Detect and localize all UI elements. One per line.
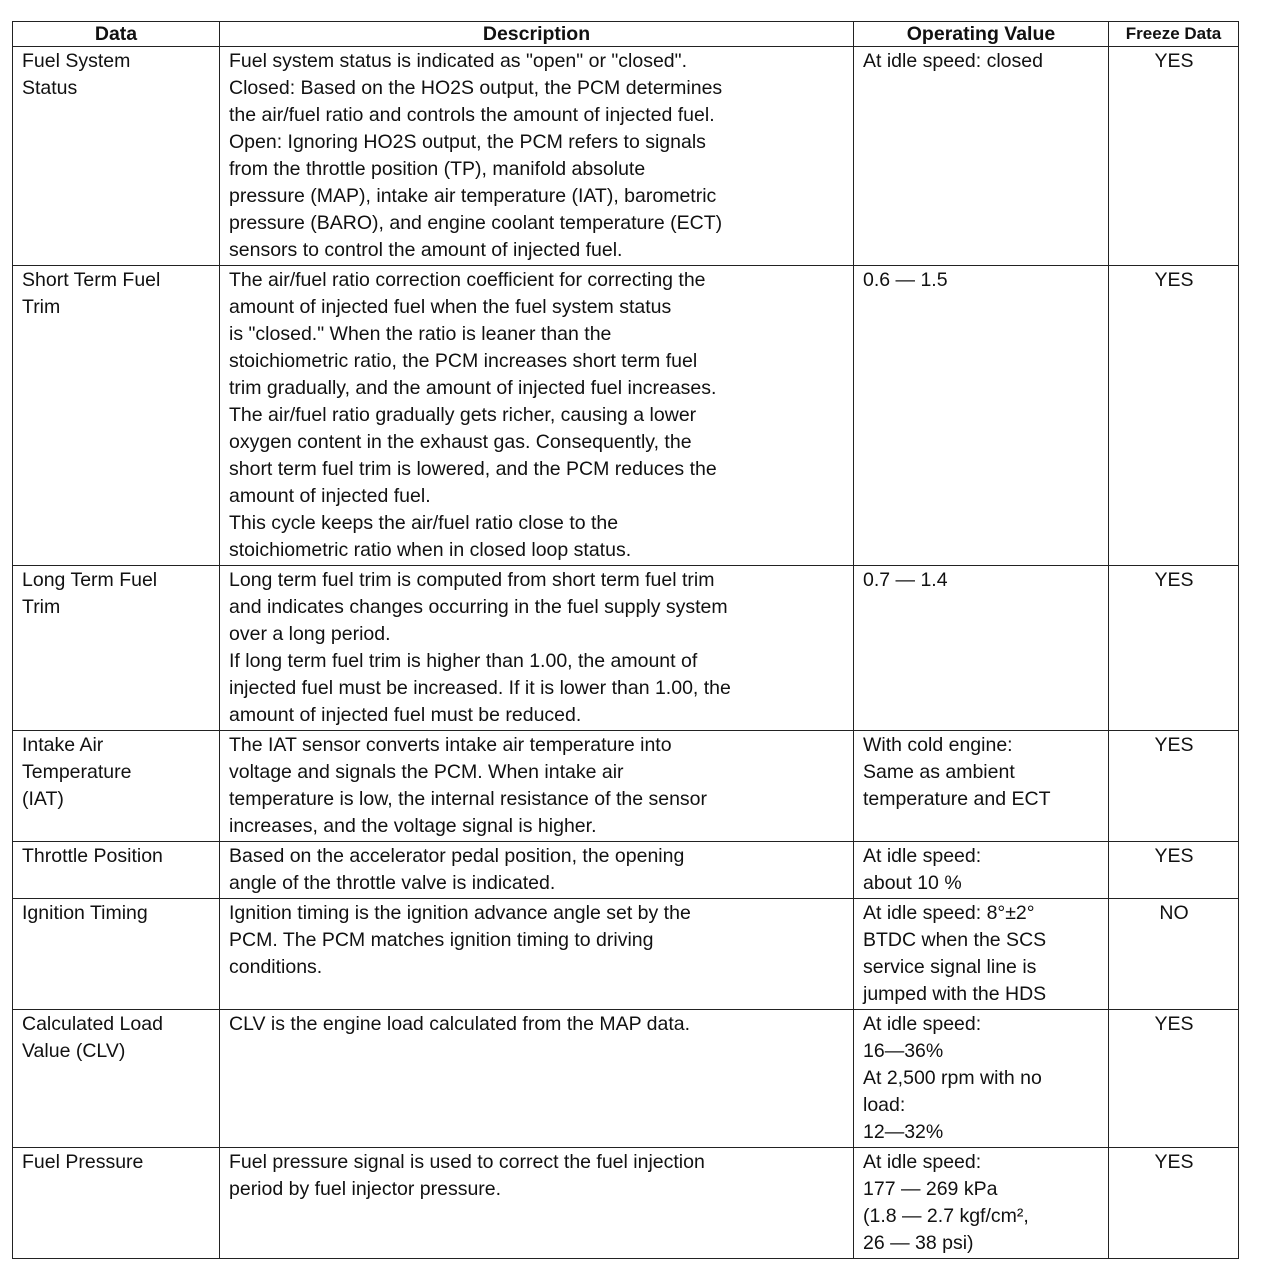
description-line: Based on the accelerator pedal position, the opening [229, 845, 685, 867]
operating-value-line: 26 — 38 psi) [863, 1232, 974, 1254]
description-line: Ignition timing is the ignition advance angle set by the [229, 902, 691, 924]
description-line: temperature is low, the internal resistance of the sensor [229, 788, 707, 810]
description-line: the air/fuel ratio and controls the amount of injected fuel. [229, 104, 715, 126]
description-line: stoichiometric ratio when in closed loop status. [229, 539, 632, 561]
description-line: period by fuel injector pressure. [229, 1178, 502, 1200]
description-line: conditions. [229, 956, 323, 978]
description-line: The IAT sensor converts intake air temperature into [229, 734, 672, 756]
operating-value-line: At idle speed: 8°±2° [863, 902, 1035, 924]
freeze-data-cell: YES [1109, 1148, 1239, 1259]
header-operating-value: Operating Value [854, 22, 1109, 47]
description-line: CLV is the engine load calculated from the MAP data. [229, 1013, 691, 1035]
description-line: Closed: Based on the HO2S output, the PCM determines [229, 77, 723, 99]
freeze-data-cell: YES [1109, 842, 1239, 899]
description-cell [220, 1010, 854, 1148]
operating-value-line: At idle speed: [863, 1013, 982, 1035]
operating-value-cell [854, 266, 1109, 566]
header-freeze-data: Freeze Data [1109, 22, 1239, 47]
table-row [13, 842, 1239, 899]
table-row [13, 899, 1239, 1010]
operating-value-line: Same as ambient [863, 761, 1015, 783]
operating-value-cell [854, 731, 1109, 842]
operating-value-line: load: [863, 1094, 906, 1116]
operating-value-cell [854, 47, 1109, 266]
data-line: Temperature [22, 761, 132, 783]
description-line: is "closed." When the ratio is leaner than the [229, 323, 612, 345]
description-line: This cycle keeps the air/fuel ratio close to the [229, 512, 619, 534]
table-row [13, 566, 1239, 731]
data-cell [13, 266, 220, 566]
description-line: short term fuel trim is lowered, and the PCM reduces the [229, 458, 717, 480]
data-line: Fuel System [22, 50, 131, 72]
data-line: Fuel Pressure [22, 1151, 144, 1173]
data-line: Trim [22, 596, 61, 618]
data-line: Status [22, 77, 78, 99]
description-cell [220, 731, 854, 842]
data-line: Ignition Timing [22, 902, 148, 924]
data-line: Calculated Load [22, 1013, 163, 1035]
operating-value-line: With cold engine: [863, 734, 1013, 756]
operating-value-line: At 2,500 rpm with no [863, 1067, 1042, 1089]
description-line: Fuel pressure signal is used to correct the fuel injection [229, 1151, 705, 1173]
operating-value-line: BTDC when the SCS [863, 929, 1047, 951]
description-cell [220, 47, 854, 266]
data-cell [13, 566, 220, 731]
operating-value-cell [854, 899, 1109, 1010]
freeze-data-cell: YES [1109, 731, 1239, 842]
header-data: Data [13, 22, 220, 47]
data-line: Throttle Position [22, 845, 163, 867]
data-line: Long Term Fuel [22, 569, 158, 591]
operating-value-cell [854, 566, 1109, 731]
description-line: from the throttle position (TP), manifold absolute [229, 158, 646, 180]
operating-value-line: At idle speed: [863, 845, 982, 867]
table-row [13, 1148, 1239, 1259]
description-line: trim gradually, and the amount of injected fuel increases. [229, 377, 717, 399]
operating-value-line: At idle speed: closed [863, 50, 1043, 72]
description-line: angle of the throttle valve is indicated. [229, 872, 556, 894]
data-cell [13, 899, 220, 1010]
data-cell [13, 47, 220, 266]
operating-value-line: temperature and ECT [863, 788, 1051, 810]
description-line: amount of injected fuel. [229, 485, 431, 507]
description-cell [220, 842, 854, 899]
table-row [13, 47, 1239, 266]
obd-data-table [12, 21, 1239, 1259]
header-description: Description [220, 22, 854, 47]
description-cell [220, 1148, 854, 1259]
data-cell [13, 1010, 220, 1148]
description-line: increases, and the voltage signal is higher. [229, 815, 597, 837]
freeze-data-cell: YES [1109, 566, 1239, 731]
freeze-data-cell: YES [1109, 1010, 1239, 1148]
operating-value-cell [854, 1148, 1109, 1259]
description-line: The air/fuel ratio correction coefficient for correcting the [229, 269, 706, 291]
data-line: Value (CLV) [22, 1040, 126, 1062]
freeze-data-cell: YES [1109, 47, 1239, 266]
description-line: The air/fuel ratio gradually gets richer, causing a lower [229, 404, 697, 426]
data-cell [13, 1148, 220, 1259]
operating-value-line: service signal line is [863, 956, 1037, 978]
description-line: Open: Ignoring HO2S output, the PCM refers to signals [229, 131, 706, 153]
table-row [13, 266, 1239, 566]
description-line: sensors to control the amount of injected fuel. [229, 239, 623, 261]
description-line: and indicates changes occurring in the fuel supply system [229, 596, 728, 618]
operating-value-cell [854, 842, 1109, 899]
data-line: Intake Air [22, 734, 104, 756]
description-line: injected fuel must be increased. If it is lower than 1.00, the [229, 677, 731, 699]
description-line: over a long period. [229, 623, 391, 645]
operating-value-line: 16—36% [863, 1040, 944, 1062]
operating-value-line: jumped with the HDS [863, 983, 1047, 1005]
operating-value-line: 177 — 269 kPa [863, 1178, 998, 1200]
data-line: (IAT) [22, 788, 64, 810]
description-line: pressure (BARO), and engine coolant temperature (ECT) [229, 212, 723, 234]
data-line: Short Term Fuel [22, 269, 161, 291]
description-cell [220, 899, 854, 1010]
description-cell [220, 266, 854, 566]
operating-value-line: At idle speed: [863, 1151, 982, 1173]
freeze-data-cell: NO [1109, 899, 1239, 1010]
description-line: oxygen content in the exhaust gas. Consequently, the [229, 431, 692, 453]
data-line: Trim [22, 296, 61, 318]
description-line: pressure (MAP), intake air temperature (IAT), barometric [229, 185, 717, 207]
description-line: If long term fuel trim is higher than 1.00, the amount of [229, 650, 698, 672]
description-line: stoichiometric ratio, the PCM increases short term fuel [229, 350, 698, 372]
operating-value-line: (1.8 — 2.7 kgf/cm², [863, 1205, 1029, 1227]
operating-value-line: about 10 % [863, 872, 962, 894]
data-cell [13, 731, 220, 842]
operating-value-line: 0.6 — 1.5 [863, 269, 948, 291]
table-row [13, 1010, 1239, 1148]
table-row [13, 731, 1239, 842]
description-line: Long term fuel trim is computed from short term fuel trim [229, 569, 715, 591]
table-header-row [13, 22, 1239, 47]
description-cell [220, 566, 854, 731]
description-line: amount of injected fuel must be reduced. [229, 704, 582, 726]
description-line: PCM. The PCM matches ignition timing to driving [229, 929, 654, 951]
operating-value-line: 12—32% [863, 1121, 944, 1143]
operating-value-line: 0.7 — 1.4 [863, 569, 948, 591]
description-line: voltage and signals the PCM. When intake air [229, 761, 624, 783]
freeze-data-cell: YES [1109, 266, 1239, 566]
data-cell [13, 842, 220, 899]
operating-value-cell [854, 1010, 1109, 1148]
table-body [13, 47, 1239, 1259]
description-line: amount of injected fuel when the fuel system status [229, 296, 672, 318]
description-line: Fuel system status is indicated as "open" or "closed". [229, 50, 687, 72]
